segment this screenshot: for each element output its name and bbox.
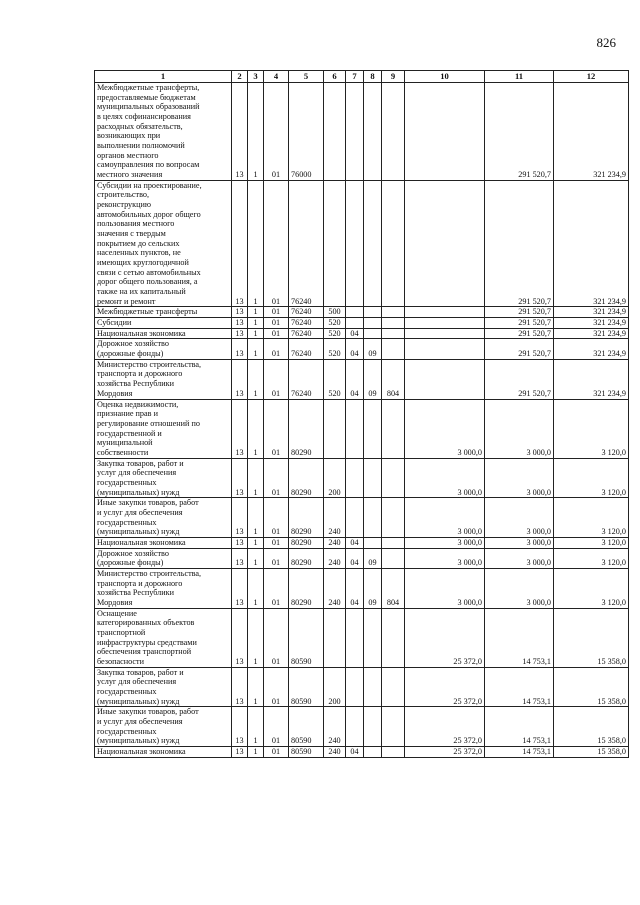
row-amount-cell: 291 520,7 <box>485 307 554 318</box>
row-code-cell: 13 <box>232 747 248 758</box>
row-code-cell <box>382 83 405 181</box>
row-name-cell: Национальная экономика <box>95 537 232 548</box>
row-code-cell: 80590 <box>289 608 324 667</box>
row-code-cell: 01 <box>264 180 289 307</box>
header-cell: 1 <box>95 71 232 83</box>
row-name-cell: Министерство строительства, транспорта и дорожного хозяйства Республики Мордовия <box>95 568 232 608</box>
row-amount-cell: 321 234,9 <box>554 307 629 318</box>
row-amount-cell: 3 120,0 <box>554 399 629 458</box>
row-name-cell: Иные закупки товаров, работ и услуг для обеспечения государственных (муниципальных) нужд <box>95 498 232 538</box>
row-code-cell <box>382 548 405 568</box>
row-amount-cell <box>405 307 485 318</box>
row-code-cell <box>324 83 346 181</box>
row-amount-cell <box>405 180 485 307</box>
row-code-cell: 13 <box>232 498 248 538</box>
row-code-cell: 13 <box>232 568 248 608</box>
row-code-cell: 76240 <box>289 307 324 318</box>
row-code-cell: 1 <box>248 399 264 458</box>
row-amount-cell: 321 234,9 <box>554 339 629 359</box>
row-name-cell: Дорожное хозяйство (дорожные фонды) <box>95 548 232 568</box>
row-name-cell: Национальная экономика <box>95 747 232 758</box>
table-row <box>95 537 629 548</box>
row-code-cell: 04 <box>346 548 364 568</box>
row-code-cell: 13 <box>232 318 248 329</box>
row-code-cell <box>364 180 382 307</box>
row-name-cell: Министерство строительства, транспорта и дорожного хозяйства Республики Мордовия <box>95 359 232 399</box>
row-code-cell <box>364 83 382 181</box>
row-code-cell: 1 <box>248 458 264 498</box>
row-code-cell: 240 <box>324 568 346 608</box>
row-code-cell: 1 <box>248 747 264 758</box>
row-code-cell <box>382 537 405 548</box>
row-code-cell: 01 <box>264 339 289 359</box>
row-amount-cell <box>405 318 485 329</box>
row-code-cell: 04 <box>346 359 364 399</box>
row-amount-cell: 291 520,7 <box>485 359 554 399</box>
table-row <box>95 339 629 359</box>
row-amount-cell: 3 000,0 <box>485 458 554 498</box>
table-row <box>95 359 629 399</box>
table-row <box>95 608 629 667</box>
row-amount-cell <box>405 339 485 359</box>
row-name-cell: Оценка недвижимости, признание прав и регулирование отношений по государственной и муниципальной собственности <box>95 399 232 458</box>
row-code-cell <box>382 458 405 498</box>
row-code-cell: 01 <box>264 747 289 758</box>
table-body <box>95 83 629 758</box>
row-code-cell: 1 <box>248 307 264 318</box>
row-code-cell: 1 <box>248 707 264 747</box>
row-code-cell: 04 <box>346 339 364 359</box>
row-amount-cell: 3 120,0 <box>554 498 629 538</box>
row-amount-cell <box>405 83 485 181</box>
row-amount-cell: 25 372,0 <box>405 707 485 747</box>
row-amount-cell: 3 000,0 <box>485 498 554 538</box>
row-amount-cell: 3 000,0 <box>405 568 485 608</box>
row-code-cell: 500 <box>324 307 346 318</box>
row-code-cell: 1 <box>248 328 264 339</box>
row-code-cell: 04 <box>346 328 364 339</box>
row-code-cell: 240 <box>324 747 346 758</box>
row-code-cell <box>324 399 346 458</box>
header-row <box>95 71 629 83</box>
row-code-cell: 80590 <box>289 707 324 747</box>
row-code-cell <box>364 458 382 498</box>
row-code-cell <box>364 537 382 548</box>
row-code-cell <box>346 318 364 329</box>
row-code-cell: 80290 <box>289 399 324 458</box>
table-row <box>95 83 629 181</box>
row-code-cell <box>364 328 382 339</box>
row-code-cell: 13 <box>232 667 248 707</box>
table-row <box>95 498 629 538</box>
row-code-cell: 1 <box>248 83 264 181</box>
row-code-cell <box>364 667 382 707</box>
row-code-cell: 1 <box>248 339 264 359</box>
row-amount-cell: 321 234,9 <box>554 180 629 307</box>
row-code-cell <box>346 399 364 458</box>
row-code-cell: 520 <box>324 339 346 359</box>
row-code-cell: 1 <box>248 180 264 307</box>
row-code-cell: 04 <box>346 537 364 548</box>
row-code-cell: 01 <box>264 548 289 568</box>
row-code-cell: 13 <box>232 537 248 548</box>
row-code-cell <box>382 667 405 707</box>
row-amount-cell: 3 000,0 <box>405 458 485 498</box>
row-code-cell: 80290 <box>289 498 324 538</box>
row-name-cell: Национальная экономика <box>95 328 232 339</box>
row-code-cell: 76240 <box>289 328 324 339</box>
row-code-cell: 13 <box>232 399 248 458</box>
row-name-cell: Закупка товаров, работ и услуг для обеспечения государственных (муниципальных) нужд <box>95 667 232 707</box>
row-code-cell: 01 <box>264 359 289 399</box>
row-code-cell <box>382 707 405 747</box>
header-cell: 5 <box>289 71 324 83</box>
row-code-cell: 13 <box>232 548 248 568</box>
table-row <box>95 458 629 498</box>
row-name-cell: Субсидии на проектирование, строительство, реконструкцию автомобильных дорог общего пользования местного значения с твердым покрытием до сельских населенных пунктов, не имеющих круглогодичной связи с сетью автомобильных дорог общего пользования, а также на их капитальный ремонт и ремонт <box>95 180 232 307</box>
row-amount-cell: 3 000,0 <box>485 568 554 608</box>
row-code-cell <box>364 608 382 667</box>
table-row <box>95 747 629 758</box>
row-amount-cell: 3 120,0 <box>554 568 629 608</box>
row-code-cell: 13 <box>232 83 248 181</box>
row-code-cell: 76000 <box>289 83 324 181</box>
row-amount-cell: 291 520,7 <box>485 318 554 329</box>
row-amount-cell: 3 120,0 <box>554 548 629 568</box>
table-row <box>95 548 629 568</box>
row-code-cell <box>346 498 364 538</box>
row-code-cell: 80590 <box>289 667 324 707</box>
page-number: 826 <box>596 35 616 50</box>
row-code-cell: 13 <box>232 307 248 318</box>
row-code-cell: 80290 <box>289 548 324 568</box>
row-code-cell: 76240 <box>289 339 324 359</box>
row-code-cell <box>382 180 405 307</box>
row-code-cell <box>346 608 364 667</box>
row-code-cell: 1 <box>248 498 264 538</box>
row-amount-cell: 291 520,7 <box>485 339 554 359</box>
header-cell: 4 <box>264 71 289 83</box>
table-row <box>95 328 629 339</box>
row-code-cell: 13 <box>232 608 248 667</box>
row-amount-cell: 321 234,9 <box>554 328 629 339</box>
row-amount-cell: 3 120,0 <box>554 537 629 548</box>
row-code-cell: 04 <box>346 747 364 758</box>
row-code-cell <box>346 180 364 307</box>
header-cell: 7 <box>346 71 364 83</box>
row-code-cell: 13 <box>232 359 248 399</box>
row-code-cell <box>382 318 405 329</box>
row-code-cell: 80290 <box>289 568 324 608</box>
row-code-cell <box>364 498 382 538</box>
row-code-cell <box>364 399 382 458</box>
row-amount-cell: 14 753,1 <box>485 608 554 667</box>
row-code-cell: 09 <box>364 339 382 359</box>
row-code-cell <box>382 339 405 359</box>
row-code-cell: 520 <box>324 328 346 339</box>
row-code-cell: 01 <box>264 667 289 707</box>
row-name-cell: Иные закупки товаров, работ и услуг для обеспечения государственных (муниципальных) нужд <box>95 707 232 747</box>
header-cell: 11 <box>485 71 554 83</box>
table-row <box>95 307 629 318</box>
row-code-cell: 01 <box>264 707 289 747</box>
row-code-cell <box>382 399 405 458</box>
row-code-cell <box>364 707 382 747</box>
row-code-cell <box>382 498 405 538</box>
row-code-cell: 200 <box>324 667 346 707</box>
row-code-cell <box>364 318 382 329</box>
row-code-cell: 76240 <box>289 318 324 329</box>
row-code-cell <box>324 608 346 667</box>
row-amount-cell: 291 520,7 <box>485 83 554 181</box>
row-name-cell: Субсидии <box>95 318 232 329</box>
header-cell: 9 <box>382 71 405 83</box>
row-amount-cell: 3 000,0 <box>405 498 485 538</box>
row-code-cell: 1 <box>248 318 264 329</box>
row-code-cell <box>382 328 405 339</box>
row-code-cell: 01 <box>264 318 289 329</box>
row-code-cell <box>346 83 364 181</box>
row-code-cell: 804 <box>382 568 405 608</box>
header-cell: 12 <box>554 71 629 83</box>
row-code-cell: 13 <box>232 339 248 359</box>
row-name-cell: Межбюджетные трансферты, предоставляемые бюджетам муниципальных образований в целях софинансирования расходных обязательств, возникающих при выполнении полномочий органов местного самоуправления по вопросам местного значения <box>95 83 232 181</box>
row-amount-cell: 15 358,0 <box>554 667 629 707</box>
row-code-cell <box>346 667 364 707</box>
row-code-cell <box>324 180 346 307</box>
row-amount-cell: 14 753,1 <box>485 707 554 747</box>
row-code-cell <box>346 458 364 498</box>
row-amount-cell: 3 000,0 <box>405 399 485 458</box>
row-code-cell: 1 <box>248 568 264 608</box>
row-code-cell: 76240 <box>289 359 324 399</box>
row-code-cell: 80290 <box>289 537 324 548</box>
row-code-cell: 01 <box>264 307 289 318</box>
table-row <box>95 667 629 707</box>
table-row <box>95 707 629 747</box>
row-amount-cell: 15 358,0 <box>554 747 629 758</box>
table-row <box>95 318 629 329</box>
header-cell: 10 <box>405 71 485 83</box>
row-code-cell: 01 <box>264 537 289 548</box>
row-code-cell: 09 <box>364 568 382 608</box>
header-cell: 8 <box>364 71 382 83</box>
table-row <box>95 399 629 458</box>
row-name-cell: Оснащение категорированных объектов транспортной инфраструктуры средствами обеспечения транспортной безопасности <box>95 608 232 667</box>
row-amount-cell <box>405 328 485 339</box>
row-code-cell: 76240 <box>289 180 324 307</box>
row-code-cell <box>364 747 382 758</box>
row-code-cell: 804 <box>382 359 405 399</box>
row-code-cell: 09 <box>364 548 382 568</box>
row-code-cell <box>382 747 405 758</box>
row-code-cell <box>382 608 405 667</box>
row-code-cell: 01 <box>264 399 289 458</box>
row-amount-cell: 321 234,9 <box>554 318 629 329</box>
row-name-cell: Межбюджетные трансферты <box>95 307 232 318</box>
row-code-cell: 01 <box>264 568 289 608</box>
row-amount-cell: 25 372,0 <box>405 747 485 758</box>
row-code-cell: 1 <box>248 667 264 707</box>
row-code-cell <box>364 307 382 318</box>
row-code-cell: 01 <box>264 458 289 498</box>
row-code-cell: 200 <box>324 458 346 498</box>
row-code-cell: 240 <box>324 537 346 548</box>
row-code-cell: 1 <box>248 537 264 548</box>
row-code-cell: 1 <box>248 359 264 399</box>
row-amount-cell: 3 000,0 <box>485 537 554 548</box>
row-code-cell: 1 <box>248 548 264 568</box>
table-row <box>95 180 629 307</box>
row-code-cell: 520 <box>324 359 346 399</box>
row-code-cell: 13 <box>232 458 248 498</box>
row-code-cell: 13 <box>232 328 248 339</box>
row-code-cell: 80290 <box>289 458 324 498</box>
row-amount-cell: 25 372,0 <box>405 667 485 707</box>
row-code-cell: 520 <box>324 318 346 329</box>
row-code-cell: 09 <box>364 359 382 399</box>
row-amount-cell: 25 372,0 <box>405 608 485 667</box>
row-amount-cell: 3 000,0 <box>405 537 485 548</box>
row-code-cell: 13 <box>232 707 248 747</box>
row-amount-cell: 3 000,0 <box>485 399 554 458</box>
row-code-cell: 04 <box>346 568 364 608</box>
row-amount-cell: 14 753,1 <box>485 747 554 758</box>
row-amount-cell: 3 000,0 <box>405 548 485 568</box>
header-cell: 6 <box>324 71 346 83</box>
row-code-cell <box>382 307 405 318</box>
row-amount-cell: 15 358,0 <box>554 707 629 747</box>
row-amount-cell: 291 520,7 <box>485 180 554 307</box>
row-code-cell: 13 <box>232 180 248 307</box>
row-code-cell: 01 <box>264 328 289 339</box>
header-cell: 3 <box>248 71 264 83</box>
row-name-cell: Дорожное хозяйство (дорожные фонды) <box>95 339 232 359</box>
row-code-cell: 240 <box>324 498 346 538</box>
table-row <box>95 568 629 608</box>
row-code-cell <box>346 307 364 318</box>
row-amount-cell: 3 000,0 <box>485 548 554 568</box>
row-amount-cell: 291 520,7 <box>485 328 554 339</box>
row-amount-cell: 3 120,0 <box>554 458 629 498</box>
row-amount-cell <box>405 359 485 399</box>
row-amount-cell: 15 358,0 <box>554 608 629 667</box>
row-code-cell: 01 <box>264 498 289 538</box>
row-name-cell: Закупка товаров, работ и услуг для обеспечения государственных (муниципальных) нужд <box>95 458 232 498</box>
row-amount-cell: 321 234,9 <box>554 83 629 181</box>
row-amount-cell: 321 234,9 <box>554 359 629 399</box>
row-code-cell: 1 <box>248 608 264 667</box>
row-code-cell: 240 <box>324 548 346 568</box>
row-amount-cell: 14 753,1 <box>485 667 554 707</box>
budget-table <box>94 70 629 758</box>
row-code-cell: 240 <box>324 707 346 747</box>
row-code-cell: 80590 <box>289 747 324 758</box>
row-code-cell: 01 <box>264 83 289 181</box>
header-cell: 2 <box>232 71 248 83</box>
row-code-cell <box>346 707 364 747</box>
row-code-cell: 01 <box>264 608 289 667</box>
